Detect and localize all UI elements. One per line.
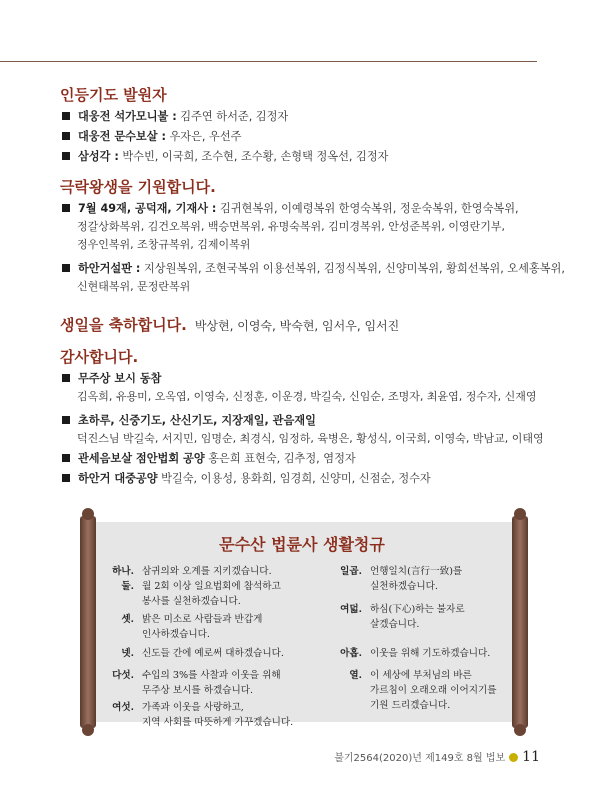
thanks-names-line: 덕진스님 박길숙, 서지민, 임명순, 최경식, 임정하, 육병은, 황성식, 이국희, 이영숙, 박남교, 이태영	[77, 432, 544, 445]
rebirth-names-line: 정갈상화복위, 김건오복위, 백승면복위, 유명숙복위, 김미경복위, 안성준복위, 이영란기부,	[77, 220, 505, 233]
scroll-title: 문수산 법륜사 생활청규	[219, 535, 385, 554]
square-bullet-icon	[62, 132, 70, 140]
square-bullet-icon	[62, 264, 70, 272]
rule-cont: 기원 드리겠습니다.	[370, 700, 451, 711]
square-bullet-icon	[62, 374, 70, 382]
square-bullet-icon	[62, 454, 70, 462]
thanks-names-line: 김옥희, 유용미, 오옥엽, 이영숙, 신정훈, 이운경, 박길숙, 신임순, 조명자, 최윤엽, 정수자, 신재영	[77, 390, 537, 403]
rule-line: 다섯. 수입의 3%를 사찰과 이웃을 위해	[112, 670, 281, 681]
footer-text: 불기2564(2020)년 제149호 8월 법보	[334, 753, 506, 764]
square-bullet-icon	[62, 204, 70, 212]
rule-line: 여섯. 가족과 이웃을 사랑하고,	[112, 702, 244, 713]
square-bullet-icon	[62, 474, 70, 482]
scroll-knob	[514, 724, 526, 736]
rule-line: 셋. 밝은 미소로 사람들과 반갑게	[121, 614, 263, 625]
scroll-knob	[82, 508, 94, 520]
square-bullet-icon	[62, 152, 70, 160]
page-number: 11	[522, 749, 540, 765]
lamp-item: 대웅전 석가모니불 : 김주연 하서준, 김정자	[62, 108, 288, 126]
scroll-knob	[514, 508, 526, 520]
logo-dot-icon	[509, 753, 518, 762]
rule-cont: 봉사를 실천하겠습니다.	[142, 596, 241, 607]
rule-cont: 지역 사회를 따뜻하게 가꾸겠습니다.	[142, 717, 294, 728]
page-footer	[334, 749, 540, 765]
top-rule	[0, 61, 537, 62]
lamp-heading: 인등기도 발원자	[60, 86, 167, 104]
birthday-heading: 생일을 축하합니다. 박상현, 이영숙, 박숙현, 임서우, 임서진	[60, 316, 400, 334]
thanks-item: 하안거 대중공양 박길숙, 이용성, 용화희, 임경희, 신양미, 신점순, 정수자	[62, 470, 431, 488]
rule-cont: 가르침이 오래오래 이어지기를	[370, 685, 497, 696]
rule-line: 일곱. 언행일치(言行一致)를	[340, 566, 463, 577]
rebirth-names-line: 신현태복위, 문정란복위	[77, 280, 191, 293]
thanks-heading: 감사합니다.	[60, 348, 139, 366]
rebirth-heading: 극락왕생을 기원합니다.	[60, 178, 216, 196]
rule-cont: 인사하겠습니다.	[142, 629, 210, 640]
rule-line: 둘. 월 2회 이상 일요법회에 참석하고	[121, 581, 281, 592]
rule-line: 열. 이 세상에 부처님의 바른	[349, 670, 472, 681]
rebirth-names-line: 정우인복위, 조창규복위, 김제이복위	[77, 238, 251, 251]
rule-line: 하나. 삼귀의와 오계를 지키겠습니다.	[112, 566, 272, 577]
lamp-item: 삼성각 : 박수빈, 이국희, 조수현, 조수황, 손형택 정옥선, 김정자	[62, 148, 388, 166]
rule-line: 여덟. 하심(下心)하는 불자로	[340, 604, 465, 615]
lamp-item: 대웅전 문수보살 : 우자은, 우선주	[62, 128, 241, 146]
rule-cont: 무주상 보시를 하겠습니다.	[142, 685, 254, 696]
square-bullet-icon	[62, 112, 70, 120]
rule-cont: 살겠습니다.	[370, 619, 420, 630]
square-bullet-icon	[62, 416, 70, 424]
thanks-item: 무주상 보시 동참	[62, 370, 161, 388]
rule-cont: 실천하겠습니다.	[370, 581, 438, 592]
rebirth-item: 하안거설판 : 지상원복위, 조현국복위 이용선복위, 김정식복위, 신양미복위, 황희선복위, 오세홍복위,	[62, 260, 565, 278]
rule-line: 아홉. 이웃을 위해 기도하겠습니다.	[340, 648, 491, 659]
thanks-item: 초하루, 신중기도, 산신기도, 지장재일, 관음재일	[62, 412, 316, 430]
rule-line: 넷. 신도들 간에 예로써 대하겠습니다.	[121, 648, 284, 659]
thanks-item: 관세음보살 점안법회 공양 홍은희 표현숙, 김추정, 염정자	[62, 450, 356, 468]
birthday-names: 박상현, 이영숙, 박숙현, 임서우, 임서진	[194, 319, 400, 333]
scroll-knob	[82, 724, 94, 736]
rebirth-item: 7월 49재, 공덕재, 기재사 : 김귀현복위, 이예령복위 한영숙복위, 정운숙복위, 한영숙복위,	[62, 200, 519, 218]
